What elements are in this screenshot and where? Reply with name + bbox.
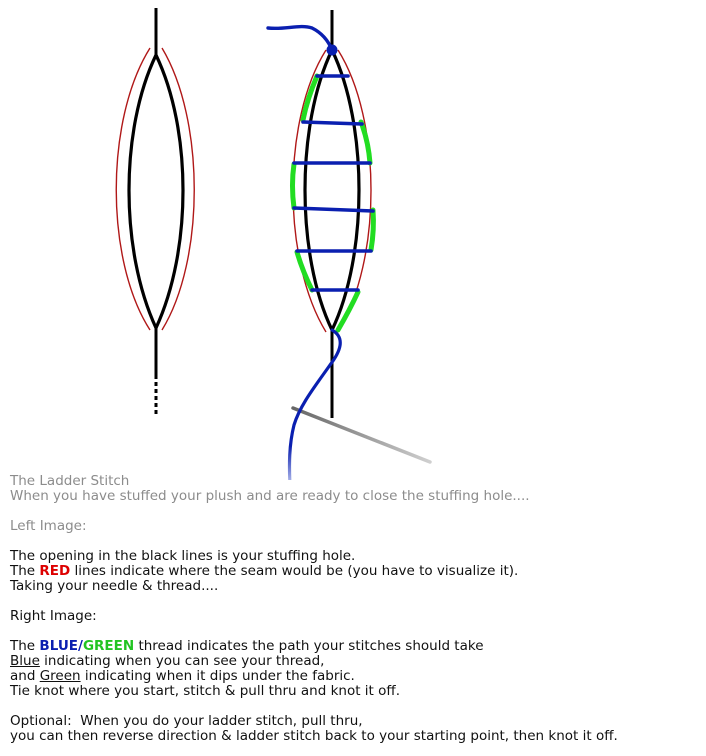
right-line-3: and Green indicating when it dips under the fabric.: [10, 668, 355, 684]
instructions-text: [10, 474, 700, 744]
left-seam-line-left: [116, 48, 150, 330]
green-word: Green: [39, 668, 81, 684]
right-opening-line-right: [332, 50, 359, 330]
start-knot: [327, 45, 338, 56]
needle: [293, 408, 430, 462]
red-keyword: RED: [39, 563, 71, 579]
right-line-4: Tie knot where you start, stitch & pull thru and knot it off.: [10, 683, 400, 699]
right-line-2: Blue indicating when you can see your thread,: [10, 653, 325, 669]
right-image-heading: Right Image:: [10, 608, 97, 624]
right-image: [268, 10, 430, 480]
left-image-heading: Left Image:: [10, 518, 87, 534]
instructions-intro: When you have stuffed your plush and are ready to close the stuffing hole....: [10, 488, 530, 504]
optional-line-2: you can then reverse direction & ladder stitch back to your starting point, then knot it off.: [10, 728, 618, 744]
left-opening-line-left: [129, 55, 156, 328]
right-line-1: The BLUE/GREEN thread indicates the path your stitches should take: [10, 638, 484, 654]
left-seam-line-right: [162, 48, 194, 330]
blue-word: Blue: [10, 653, 40, 669]
left-opening-line-right: [156, 55, 183, 328]
left-line-2: The RED lines indicate where the seam would be (you have to visualize it).: [10, 563, 519, 579]
left-line-3: Taking your needle & thread....: [10, 578, 219, 594]
left-image: [116, 8, 194, 415]
optional-line-1: Optional: When you do your ladder stitch, pull thru,: [10, 713, 363, 729]
blue-keyword: BLUE/: [39, 638, 83, 654]
thread-start-tail: [268, 27, 332, 50]
left-line-1: The opening in the black lines is your stuffing hole.: [10, 548, 356, 564]
instructions-title: The Ladder Stitch: [10, 473, 130, 489]
green-keyword: GREEN: [82, 638, 135, 654]
